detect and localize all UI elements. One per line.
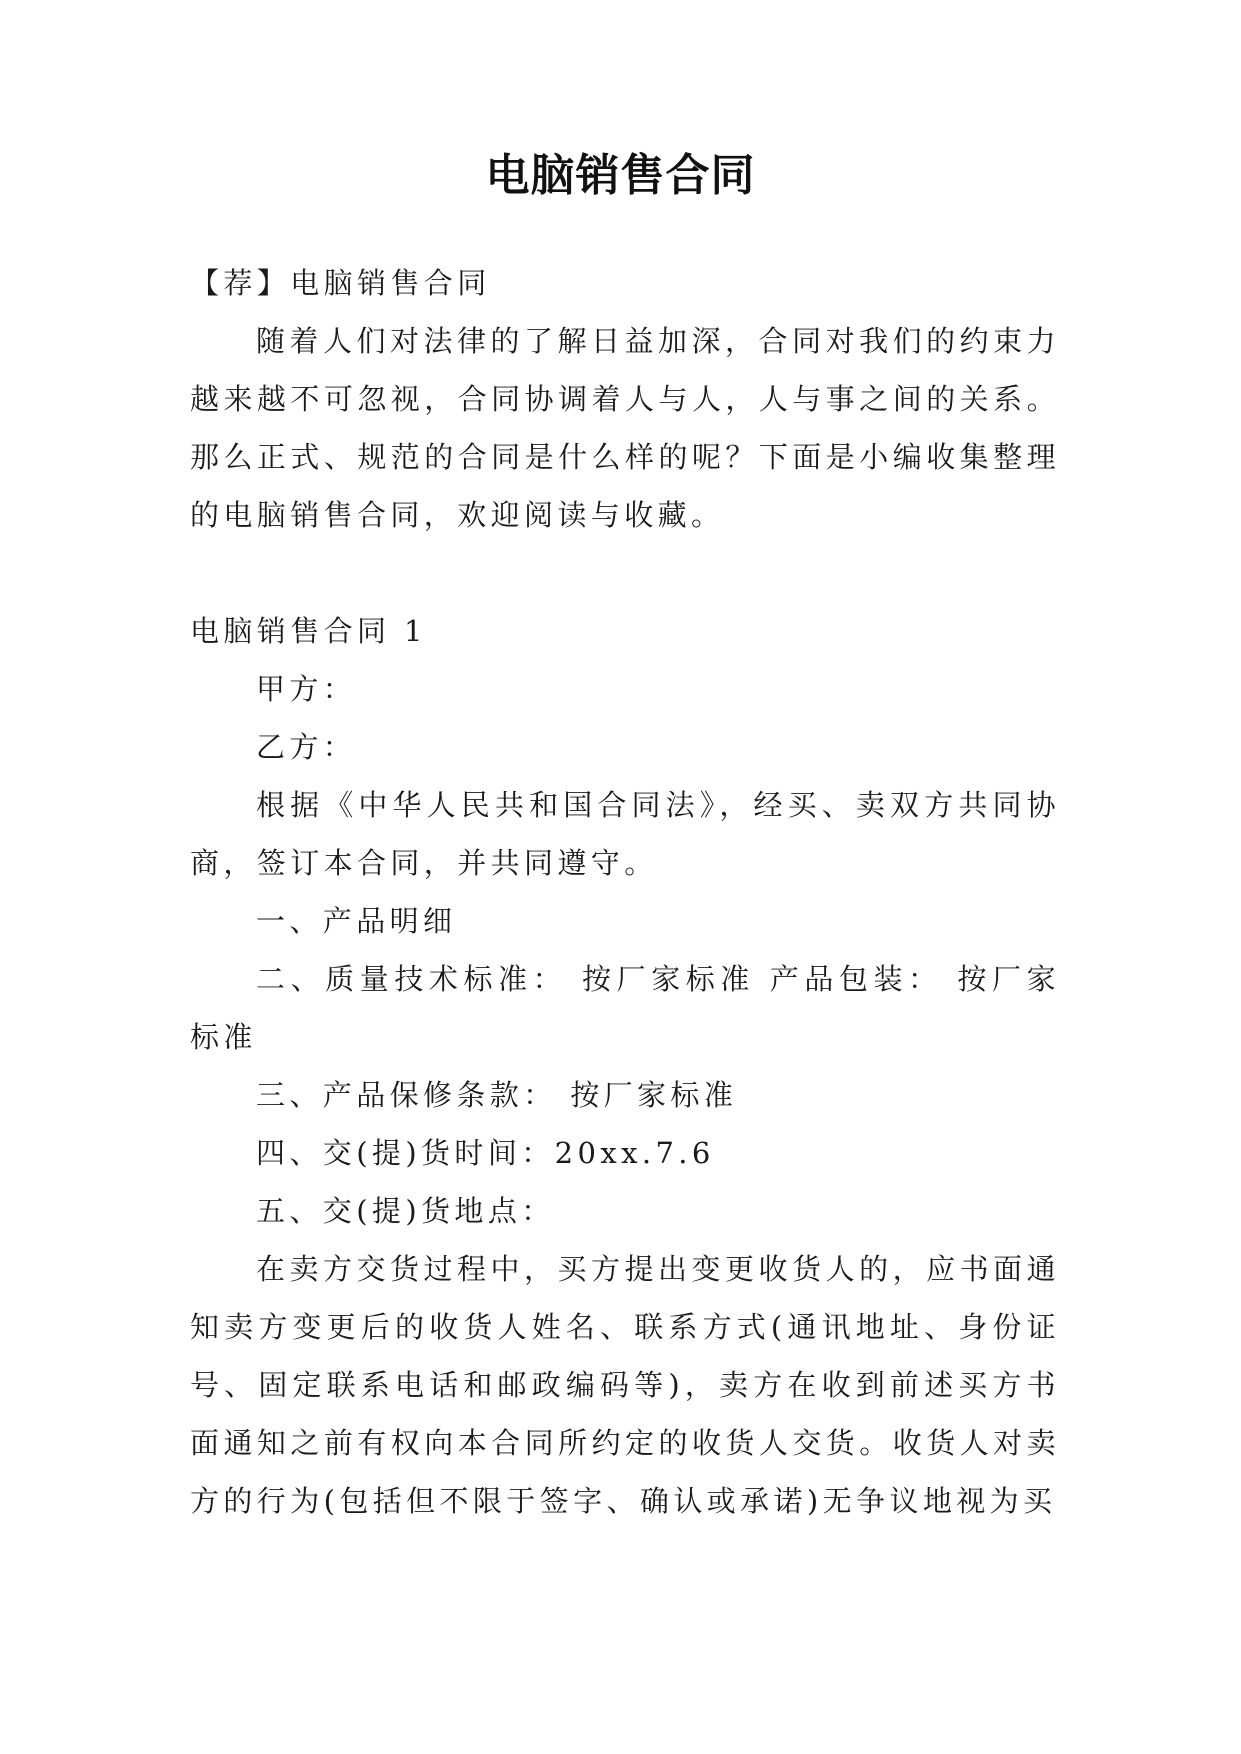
section-heading: 电脑销售合同 1 [190, 614, 427, 648]
clause-warranty: 三、产品保修条款： 按厂家标准 [256, 1078, 738, 1112]
clause-delivery-location: 五、交(提)货地点： [256, 1194, 555, 1228]
paragraph-gap [190, 544, 1060, 602]
intro-paragraph: 随着人们对法律的了解日益加深，合同对我们的约束力越来越不可忽视，合同协调着人与人，人与事之间的关系。那么正式、规范的合同是什么样的呢？下面是小编收集整理的电脑销售合同，欢迎阅读与收藏。 [190, 324, 1060, 532]
basis-paragraph: 根据《中华人民共和国合同法》，经买、卖双方共同协商，签订本合同，并共同遵守。 [190, 788, 1060, 880]
recommend-line: 【荐】电脑销售合同 [190, 266, 491, 300]
clause-delivery-time: 四、交(提)货时间：20xx.7.6 [256, 1136, 715, 1170]
party-b-line: 乙方： [256, 730, 357, 764]
party-a-line: 甲方： [256, 672, 357, 706]
clause-product-details: 一、产品明细 [256, 904, 457, 938]
document-title: 电脑销售合同 [485, 150, 756, 201]
document-body [190, 254, 1060, 1530]
delivery-paragraph: 在卖方交货过程中，买方提出变更收货人的，应书面通知卖方变更后的收货人姓名、联系方式(通讯地址、身份证号、固定联系电话和邮政编码等)，卖方在收到前述买方书面通知之前有权向本合同所约定的收货人交货。收货人对卖方的行为(包括但不限于签字、确认或承诺)无争议地视为买 [190, 1252, 1060, 1518]
clause-quality-standard: 二、质量技术标准： 按厂家标准 产品包装： 按厂家标准 [190, 962, 1060, 1054]
